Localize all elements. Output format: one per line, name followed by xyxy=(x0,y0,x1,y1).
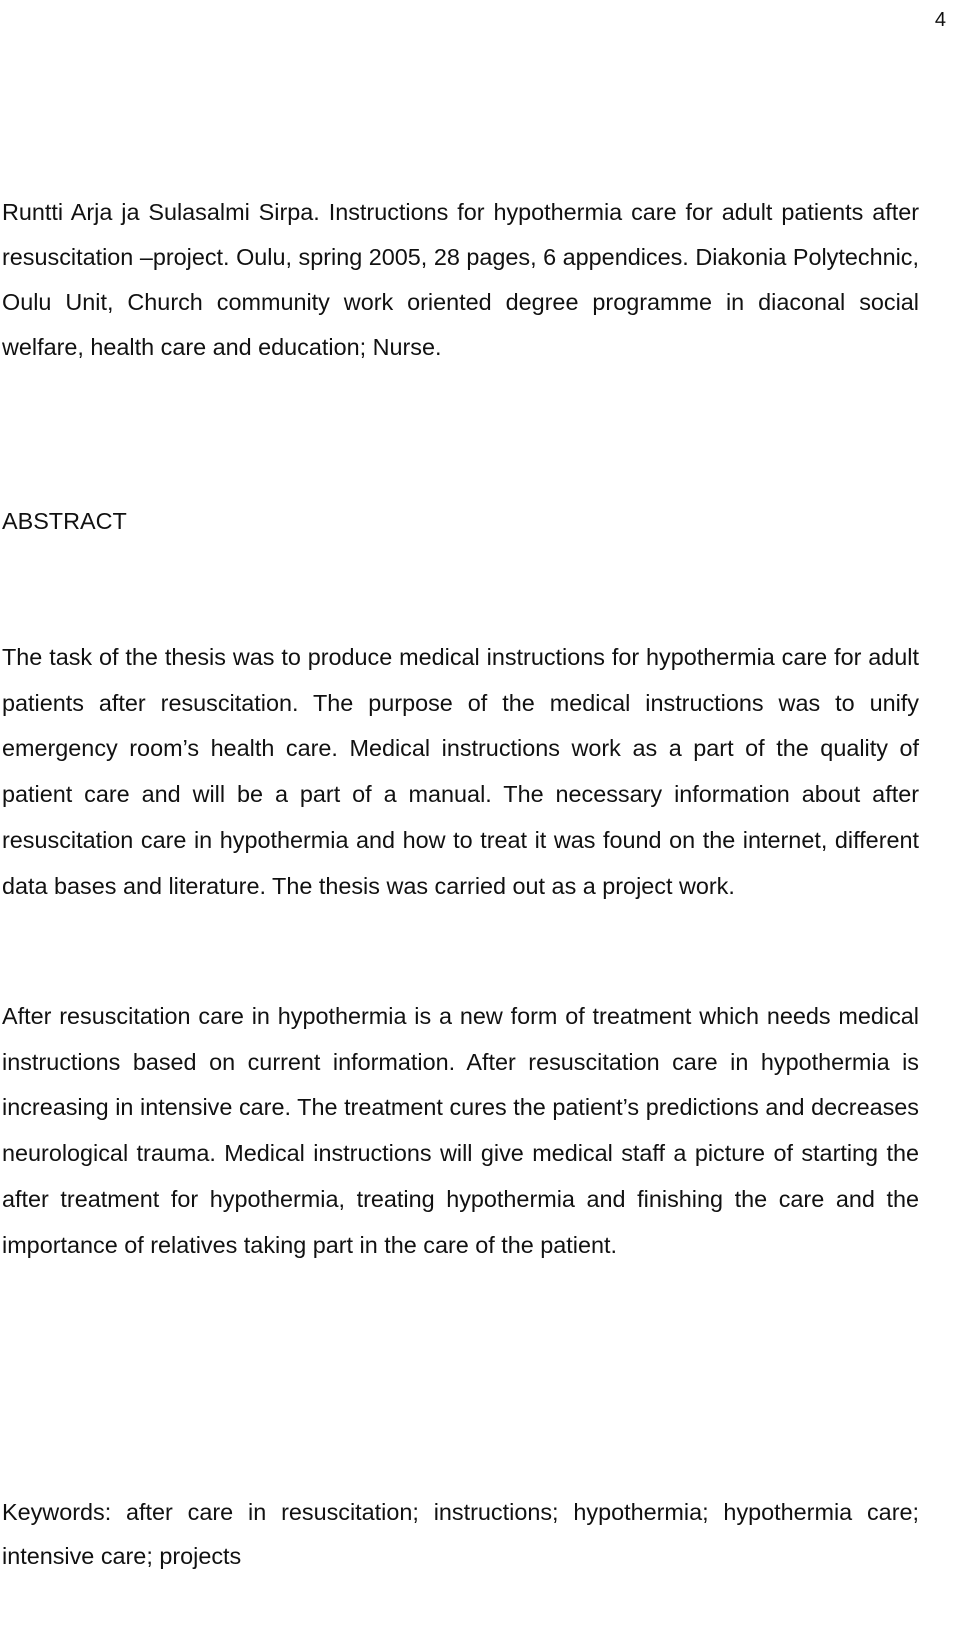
abstract-heading: ABSTRACT xyxy=(2,508,127,534)
bibliographic-citation: Runtti Arja ja Sulasalmi Sirpa. Instructions for hypothermia care for adult patients after resuscitation –project. Oulu, spring 2005, 28 pages, 6 appendices. Diakonia Polytechnic, Oulu Unit, Church community work oriented degree programme in diaconal social welfare, health care and education; Nurse. xyxy=(2,199,919,360)
abstract-paragraph-2: After resuscitation care in hypothermia is a new form of treatment which needs medical instructions based on current information. After resuscitation care in hypothermia is increasing in intensive care. The treatment cures the patient’s predictions and decreases neurological trauma. Medical instructions will give medical staff a picture of starting the after treatment for hypothermia, treating hypothermia and finishing the care and the importance of relatives taking part in the care of the patient. xyxy=(2,1003,919,1258)
keywords: Keywords: after care in resuscitation; instructions; hypothermia; hypothermia care; intensive care; projects xyxy=(2,1499,919,1569)
abstract-paragraph-1: The task of the thesis was to produce medical instructions for hypothermia care for adult patients after resuscitation. The purpose of the medical instructions was to unify emergency room’s health care. Medical instructions work as a part of the quality of patient care and will be a part of a manual. The necessary information about after resuscitation care in hypothermia and how to treat it was found on the internet, different data bases and literature. The thesis was carried out as a project work. xyxy=(2,644,919,899)
page-number: 4 xyxy=(934,9,946,31)
